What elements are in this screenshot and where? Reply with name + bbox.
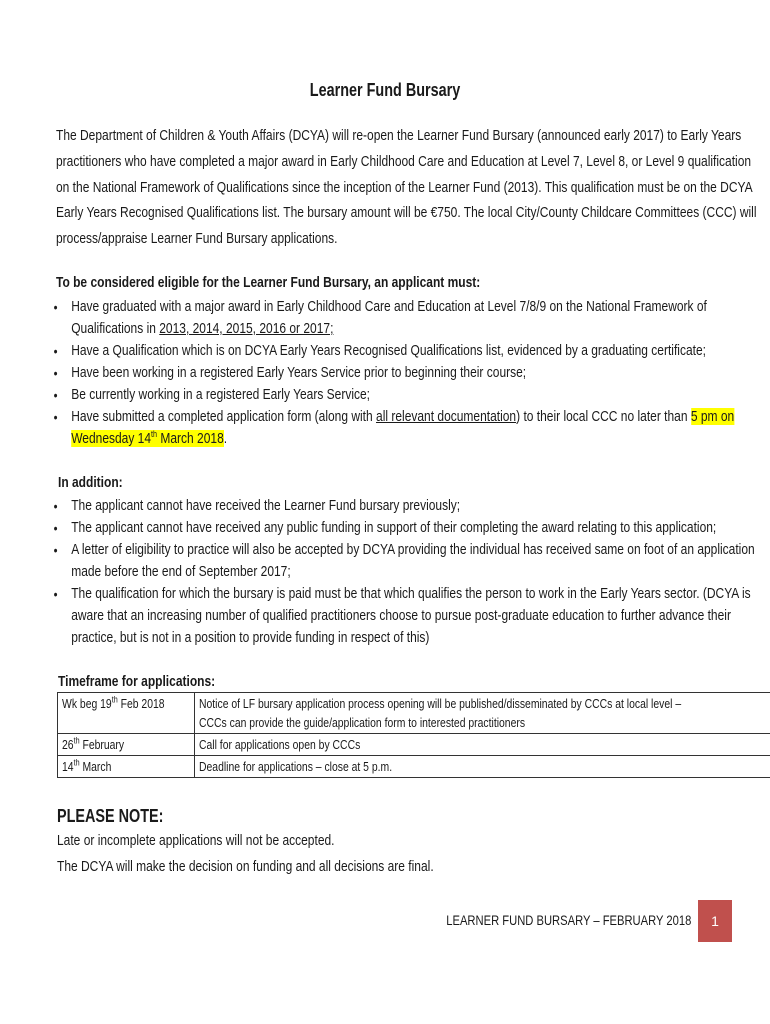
footer-title: LEARNER FUND BURSARY – FEBRUARY 2018 bbox=[445, 912, 691, 928]
intro-line: on the National Framework of Qualifications since the inception of the Learner Fund (2013). This qualification must be on the DCYA bbox=[56, 178, 753, 196]
eligibility-heading: To be considered eligible for the Learner Fund Bursary, an applicant must: bbox=[56, 274, 481, 291]
addition-heading: In addition: bbox=[58, 474, 123, 491]
description-cell: Call for applications open by CCCs bbox=[195, 734, 770, 756]
table-row bbox=[58, 756, 770, 778]
timeframe-heading: Timeframe for applications: bbox=[58, 673, 216, 690]
date-cell: 26th February bbox=[58, 734, 195, 756]
intro-line: The Department of Children & Youth Affairs (DCYA) will re-open the Learner Fund Bursary (announced early 2017) to Early Years bbox=[56, 127, 742, 144]
intro-line: practitioners who have completed a major award in Early Childhood Care and Education at Level 7, Level 8, or Level 9 qualification bbox=[56, 152, 752, 170]
description-cell: Notice of LF bursary application process opening will be published/disseminated by CCCs at local level – CCCs can provide the guide/application form to interested practitioners bbox=[195, 693, 770, 734]
document-title: Learner Fund Bursary bbox=[309, 80, 461, 100]
please-note-heading: PLEASE NOTE: bbox=[57, 806, 164, 826]
note-line: Late or incomplete applications will not be accepted. bbox=[57, 832, 335, 849]
list-item: • Be currently working in a registered Early Years Service; bbox=[52, 384, 740, 406]
intro-line: process/appraise Learner Fund Bursary applications. bbox=[56, 230, 338, 248]
qualifying-years: 2013, 2014, 2015, 2016 or 2017; bbox=[159, 320, 334, 337]
addition-list bbox=[52, 495, 755, 649]
timeframe-table bbox=[57, 692, 770, 778]
documentation-emphasis: all relevant documentation bbox=[376, 408, 517, 425]
deadline-highlight-date: Wednesday 14th March 2018 bbox=[71, 429, 224, 447]
list-item: • A letter of eligibility to practice will also be accepted by DCYA providing the individual has received same on foot of an application made before the end of September 2017; bbox=[52, 539, 740, 583]
date-cell: Wk beg 19th Feb 2018 bbox=[58, 693, 195, 734]
note-line: The DCYA will make the decision on funding and all decisions are final. bbox=[57, 858, 434, 875]
list-item: • Have submitted a completed application form (along with all relevant documentation) to their local CCC no later than 5 pm on Wednesday 14th March 2018. bbox=[52, 406, 740, 450]
list-item: • Have graduated with a major award in Early Childhood Care and Education at Level 7/8/9 on the National Framework of Qualifications in 2013, 2014, 2015, 2016 or 2017; bbox=[52, 296, 740, 340]
deadline-highlight-time: 5 pm on bbox=[690, 408, 735, 425]
date-cell: 14th March bbox=[58, 756, 195, 778]
eligibility-list bbox=[52, 296, 740, 450]
list-item: • Have been working in a registered Early Years Service prior to beginning their course; bbox=[52, 362, 740, 384]
page-number-badge: 1 bbox=[698, 900, 732, 942]
table-row bbox=[58, 693, 770, 734]
list-item: • The qualification for which the bursary is paid must be that which qualifies the person to work in the Early Years sector. (DCYA is aware that an increasing number of qualified practitioners choose to pursue post-graduate education to further advance their practice, but is not in a position to provide funding in respect of this) bbox=[52, 583, 740, 649]
intro-paragraph bbox=[56, 123, 757, 252]
list-item: • The applicant cannot have received any public funding in support of their completing the award relating to this application; bbox=[52, 517, 740, 539]
list-item: • The applicant cannot have received the Learner Fund bursary previously; bbox=[52, 495, 740, 517]
description-cell: Deadline for applications – close at 5 p.m. bbox=[195, 756, 770, 778]
table-row bbox=[58, 734, 770, 756]
list-item: • Have a Qualification which is on DCYA Early Years Recognised Qualifications list, evidenced by a graduating certificate; bbox=[52, 340, 740, 362]
intro-line: Early Years Recognised Qualifications list. The bursary amount will be €750. The local City/County Childcare Committees (CCC) will bbox=[56, 204, 757, 222]
